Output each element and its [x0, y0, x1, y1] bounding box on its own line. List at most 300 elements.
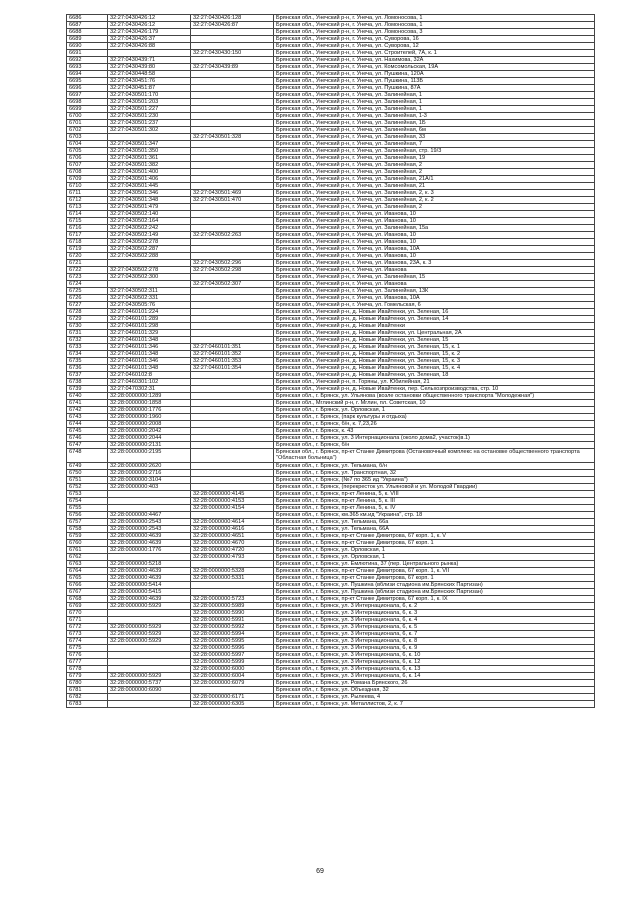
object-number-cell [191, 246, 274, 253]
cadastral-number-cell: 32:28:0000000:4639 [108, 540, 191, 547]
row-number-cell: 6748 [67, 449, 108, 463]
address-cell: Брянская обл., г. Брянск, пр-кт Ленина, 5, к. VIII [274, 491, 595, 498]
row-number-cell: 6773 [67, 631, 108, 638]
object-number-cell [191, 239, 274, 246]
table-row [67, 162, 595, 169]
address-cell: Брянская обл., г. Брянск, ул. Ульянова (возле остановки общественного транспорта "Молодежная") [274, 393, 595, 400]
address-cell: Брянская обл., Унечский р-н, г. Унеча, ул. Залинейная, 2 [274, 204, 595, 211]
table-row [67, 547, 595, 554]
cadastral-number-cell: 32:27:0430451:76 [108, 78, 191, 85]
row-number-cell: 6689 [67, 36, 108, 43]
cadastral-number-cell: 32:28:0000000:1960 [108, 414, 191, 421]
cadastral-number-cell [108, 645, 191, 652]
row-number-cell: 6744 [67, 421, 108, 428]
object-number-cell [191, 470, 274, 477]
address-cell: Брянская обл., Унечский р-н, г. Унеча, ул. Залинейная, 1-3 [274, 113, 595, 120]
cadastral-number-cell [108, 498, 191, 505]
row-number-cell: 6724 [67, 281, 108, 288]
address-cell: Брянская обл., Унечский р-н, д. Новые Ивайтенки, ул. Зеленая, 18 [274, 372, 595, 379]
cadastral-number-cell: 32:27:0430426:12 [108, 22, 191, 29]
cadastral-number-cell [108, 652, 191, 659]
object-number-cell: 32:28:0000000:5995 [191, 638, 274, 645]
object-number-cell: 32:28:0000000:4651 [191, 533, 274, 540]
address-cell: Брянская обл., Унечский р-н, г. Унеча, ул. Иванова, 10 [274, 239, 595, 246]
address-cell: Брянская обл., Унечский р-н, г. Унеча, ул. Залинейная, 1 [274, 106, 595, 113]
object-number-cell [191, 582, 274, 589]
table-row [67, 344, 595, 351]
object-number-cell [191, 561, 274, 568]
address-cell: Брянская обл., Унечский р-н, г. Унеча, ул. Иванова [274, 267, 595, 274]
cadastral-number-cell: 32:27:0430501:361 [108, 155, 191, 162]
cadastral-number-cell [108, 666, 191, 673]
cadastral-number-cell: 32:27:0430501:479 [108, 204, 191, 211]
row-number-cell: 6722 [67, 267, 108, 274]
row-number-cell: 6729 [67, 316, 108, 323]
table-row [67, 435, 595, 442]
object-number-cell [191, 141, 274, 148]
object-number-cell: 32:27:0460101:353 [191, 358, 274, 365]
object-number-cell [191, 442, 274, 449]
address-cell: Брянская обл., Унечский р-н, д. Новые Ивайтенки, ул. Зеленая, 15, к. 4 [274, 365, 595, 372]
table-row [67, 295, 595, 302]
row-number-cell: 6770 [67, 610, 108, 617]
object-number-cell [191, 316, 274, 323]
table-row [67, 491, 595, 498]
object-number-cell [191, 386, 274, 393]
object-number-cell: 32:27:0430501:470 [191, 197, 274, 204]
address-cell: Брянская обл., г. Брянск, ул. Тельмана, 66а [274, 519, 595, 526]
address-cell: Брянская обл., Унечский р-н, г. Унеча, ул. Залинейная, 19 [274, 155, 595, 162]
address-cell: Брянская обл., г. Брянск, пр-кт Станке Димитрова, 67 корп. 1 [274, 540, 595, 547]
object-number-cell [191, 113, 274, 120]
object-number-cell [191, 589, 274, 596]
address-cell: Брянская обл., Унечский р-н, г. Унеча, ул. Залинейная, 2 [274, 162, 595, 169]
table-row [67, 281, 595, 288]
address-cell: Брянская обл., Унечский р-н, г. Унеча, ул. Иванова, 10 [274, 218, 595, 225]
address-cell: Брянская обл., г. Брянск, пр-кт Станке Димитрова, 67 корп. 1, к. IX [274, 596, 595, 603]
row-number-cell: 6762 [67, 554, 108, 561]
row-number-cell: 6707 [67, 162, 108, 169]
row-number-cell: 6717 [67, 232, 108, 239]
address-cell: Брянская обл., Унечский р-н, г. Унеча, ул. Ломоносова, 3 [274, 29, 595, 36]
object-number-cell [191, 687, 274, 694]
cadastral-number-cell: 32:28:0000000:5929 [108, 603, 191, 610]
address-cell: Брянская обл., Унечский р-н, г. Унеча, ул. Залинейная, 1 [274, 99, 595, 106]
cadastral-number-cell: 32:28:0000000:4639 [108, 575, 191, 582]
object-number-cell: 32:28:0000000:5989 [191, 603, 274, 610]
row-number-cell: 6725 [67, 288, 108, 295]
table-row [67, 309, 595, 316]
object-number-cell [191, 148, 274, 155]
table-row [67, 386, 595, 393]
object-number-cell [191, 106, 274, 113]
object-number-cell: 32:28:0000000:5990 [191, 610, 274, 617]
table-row [67, 155, 595, 162]
table-row [67, 36, 595, 43]
object-number-cell: 32:27:0460101:352 [191, 351, 274, 358]
table-row [67, 204, 595, 211]
cadastral-number-cell: 32:28:0000000:4639 [108, 596, 191, 603]
address-cell: Брянская обл., г. Брянск, пр-кт Станке Димитрова, 67 корп. 1, к. V [274, 533, 595, 540]
cadastral-number-cell: 32:28:0000000:5929 [108, 638, 191, 645]
row-number-cell: 6719 [67, 246, 108, 253]
address-cell: Брянская обл., г. Брянск, ул. Тельмана, б/н [274, 463, 595, 470]
cadastral-number-cell: 32:28:0000000:2543 [108, 526, 191, 533]
row-number-cell: 6755 [67, 505, 108, 512]
address-cell: Брянская обл., г. Брянск, (перекресток ул. Ульяновой и ул. Молодой Гвардии) [274, 484, 595, 491]
table-row [67, 120, 595, 127]
table-row [67, 631, 595, 638]
table-row [67, 113, 595, 120]
cadastral-number-cell: 32:27:0460102:8 [108, 372, 191, 379]
cadastral-number-cell: 32:27:0470302:31 [108, 386, 191, 393]
cadastral-number-cell: 32:27:0430502:278 [108, 239, 191, 246]
table-row [67, 582, 595, 589]
table-row [67, 246, 595, 253]
table-row [67, 99, 595, 106]
address-cell: Брянская обл., Унечский р-н, п. Горяны, ул. Юбилейная, 21 [274, 379, 595, 386]
table-row [67, 225, 595, 232]
object-number-cell [191, 36, 274, 43]
row-number-cell: 6741 [67, 400, 108, 407]
object-number-cell [191, 463, 274, 470]
row-number-cell: 6687 [67, 22, 108, 29]
object-number-cell: 32:27:0430502:263 [191, 232, 274, 239]
address-cell: Брянская обл., г. Брянск, ул. 3 Интернационала, 6, к. 13 [274, 666, 595, 673]
cadastral-number-cell: 32:28:0000000:2543 [108, 519, 191, 526]
address-cell: Брянская обл., Унечский р-н, г. Унеча, ул. Залинейная, 21А/1 [274, 176, 595, 183]
table-row [67, 232, 595, 239]
table-row [67, 260, 595, 267]
row-number-cell: 6739 [67, 386, 108, 393]
table-row [67, 617, 595, 624]
cadastral-number-cell: 32:28:0000000:2195 [108, 449, 191, 463]
object-number-cell: 32:28:0000000:5328 [191, 568, 274, 575]
table-row [67, 533, 595, 540]
cadastral-number-cell: 32:27:0460101:346 [108, 344, 191, 351]
address-cell: Брянская обл., Унечский р-н, г. Унеча, ул. Иванова, 10 [274, 253, 595, 260]
object-number-cell: 32:27:0430502:298 [191, 267, 274, 274]
row-number-cell: 6727 [67, 302, 108, 309]
table-row [67, 372, 595, 379]
table-row [67, 519, 595, 526]
cadastral-number-cell: 32:27:0430439:80 [108, 64, 191, 71]
table-row [67, 365, 595, 372]
object-number-cell [191, 302, 274, 309]
row-number-cell: 6765 [67, 575, 108, 582]
object-number-cell [191, 400, 274, 407]
object-number-cell: 32:28:0000000:5997 [191, 652, 274, 659]
address-cell: Брянская обл., г. Брянск, ул. 3 Интернационала, 6, к. 7 [274, 631, 595, 638]
cadastral-number-cell: 32:27:0430501:445 [108, 183, 191, 190]
table-row [67, 106, 595, 113]
cadastral-number-cell: 32:27:0430502:164 [108, 218, 191, 225]
row-number-cell: 6728 [67, 309, 108, 316]
address-cell: Брянская обл., Унечский р-н, г. Унеча, ул. Залинейная, 6м [274, 127, 595, 134]
table-row [67, 302, 595, 309]
cadastral-number-cell: 32:27:0430502:311 [108, 288, 191, 295]
row-number-cell: 6745 [67, 428, 108, 435]
object-number-cell [191, 211, 274, 218]
object-number-cell [191, 484, 274, 491]
row-number-cell: 6736 [67, 365, 108, 372]
object-number-cell [191, 372, 274, 379]
row-number-cell: 6700 [67, 113, 108, 120]
address-cell: Брянская обл., г. Брянск, ул. 3 Интернационала, 6, к. 9 [274, 645, 595, 652]
row-number-cell: 6688 [67, 29, 108, 36]
table-row [67, 561, 595, 568]
row-number-cell: 6754 [67, 498, 108, 505]
row-number-cell: 6705 [67, 148, 108, 155]
cadastral-number-cell: 32:28:0000000:5929 [108, 673, 191, 680]
object-number-cell: 32:28:0000000:4670 [191, 540, 274, 547]
cadastral-number-cell [108, 134, 191, 141]
address-cell: Брянская обл., г. Брянск, пр-кт Ленина, 5, к. III [274, 498, 595, 505]
object-number-cell [191, 99, 274, 106]
table-row [67, 652, 595, 659]
row-number-cell: 6730 [67, 323, 108, 330]
cadastral-number-cell: 32:27:0430502:331 [108, 295, 191, 302]
address-cell: Брянская обл., Унечский р-н, г. Унеча, ул. Пушкина, 113Б [274, 78, 595, 85]
object-number-cell [191, 120, 274, 127]
cadastral-number-cell [108, 554, 191, 561]
cadastral-number-cell: 32:27:0430502:278 [108, 267, 191, 274]
address-cell: Брянская обл., Унечский р-н, г. Унеча, ул. Иванова, 10А [274, 246, 595, 253]
table-row [67, 71, 595, 78]
cadastral-number-cell: 32:28:0000000:2620 [108, 463, 191, 470]
row-number-cell: 6697 [67, 92, 108, 99]
table-row [67, 512, 595, 519]
table-row [67, 190, 595, 197]
object-number-cell: 32:28:0000000:4145 [191, 491, 274, 498]
object-number-cell [191, 449, 274, 463]
object-number-cell: 32:27:0460101:354 [191, 365, 274, 372]
row-number-cell: 6750 [67, 470, 108, 477]
object-number-cell: 32:28:0000000:6171 [191, 694, 274, 701]
table-row [67, 85, 595, 92]
object-number-cell: 32:27:0430502:296 [191, 260, 274, 267]
cadastral-number-cell: 32:27:0430426:37 [108, 36, 191, 43]
table-row [67, 505, 595, 512]
table-row [67, 169, 595, 176]
row-number-cell: 6695 [67, 78, 108, 85]
table-row [67, 29, 595, 36]
table-row [67, 568, 595, 575]
row-number-cell: 6732 [67, 337, 108, 344]
address-cell: Брянская обл., Унечский р-н, д. Новые Ивайтенки, ул. Центральная, 2А [274, 330, 595, 337]
address-cell: Брянская обл., Унечский р-н, д. Новые Ивайтенки, ул. Зеленая, 16 [274, 309, 595, 316]
object-number-cell: 32:28:0000000:6000 [191, 666, 274, 673]
object-number-cell [191, 379, 274, 386]
address-cell: Брянская обл., Унечский р-н, д. Новые Ивайтенки, ул. Зеленая, 15, к. 3 [274, 358, 595, 365]
object-number-cell [191, 414, 274, 421]
cadastral-number-cell: 32:27:0430451:87 [108, 85, 191, 92]
address-cell: Брянская обл., Унечский р-н, г. Унеча, ул. Иванова, 10 [274, 211, 595, 218]
object-number-cell [191, 176, 274, 183]
address-cell: Брянская обл., г. Брянск, ул. 3 Интернационала, 6, к. 2 [274, 603, 595, 610]
row-number-cell: 6709 [67, 176, 108, 183]
table-row [67, 337, 595, 344]
cadastral-number-cell: 32:27:0430501:237 [108, 120, 191, 127]
row-number-cell: 6742 [67, 407, 108, 414]
row-number-cell: 6752 [67, 484, 108, 491]
address-cell: Брянская обл., Унечский р-н, г. Унеча, ул. Залинейная, 15 [274, 274, 595, 281]
cadastral-number-cell: 32:27:0430439:71 [108, 57, 191, 64]
object-number-cell [191, 309, 274, 316]
table-row [67, 470, 595, 477]
cadastral-number-cell [108, 491, 191, 498]
object-number-cell: 32:28:0000000:5999 [191, 659, 274, 666]
object-number-cell [191, 57, 274, 64]
row-number-cell: 6692 [67, 57, 108, 64]
cadastral-number-cell: 32:27:0460101:224 [108, 309, 191, 316]
object-number-cell [191, 78, 274, 85]
address-cell: Брянская обл., Унечский р-н, г. Унеча, ул. Иванова, 23А, к. 3 [274, 260, 595, 267]
address-cell: Брянская обл., г. Брянск, ул. 3 Интернационала (около дома2, участок)в.1) [274, 435, 595, 442]
page-number: 69 [316, 868, 324, 875]
table-row [67, 64, 595, 71]
object-number-cell: 32:28:0000000:4153 [191, 498, 274, 505]
address-cell: Брянская обл., г. Брянск, пр-кт Ленина, 5, к. IV [274, 505, 595, 512]
table-row [67, 197, 595, 204]
table-row [67, 463, 595, 470]
cadastral-number-cell: 32:28:0000000:2008 [108, 421, 191, 428]
table-row [67, 288, 595, 295]
address-cell: Брянская обл., г. Брянск, ул. 3 Интернационала, 6, к. 12 [274, 659, 595, 666]
cadastral-number-cell: 32:27:0430502:287 [108, 246, 191, 253]
row-number-cell: 6768 [67, 596, 108, 603]
address-cell: Брянская обл., Унечский р-н, д. Новые Ивайтенки, ул. Зеленая, 14 [274, 316, 595, 323]
address-cell: Брянская обл., г. Брянск, ул. Пушкина (вблизи стадиона им.Брянских Партизан) [274, 582, 595, 589]
cadastral-number-cell: 32:28:0000000:2044 [108, 435, 191, 442]
address-cell: Брянская обл., г. Брянск, ул. Романа Брянского, 26 [274, 680, 595, 687]
table-row [67, 554, 595, 561]
object-number-cell: 32:27:0430502:307 [191, 281, 274, 288]
address-cell: Брянская обл., г. Брянск, пр-кт Станке Димитрова, 67 корп. 1, к. VII [274, 568, 595, 575]
object-number-cell: 32:28:0000000:5991 [191, 617, 274, 624]
cadastral-number-cell: 32:28:0000000:6090 [108, 687, 191, 694]
object-number-cell [191, 183, 274, 190]
table-row [67, 596, 595, 603]
table-row [67, 673, 595, 680]
address-cell: Брянская обл., Унечский р-н, г. Унеча, ул. Иванова, 10 [274, 232, 595, 239]
cadastral-number-cell: 32:27:0430501:170 [108, 92, 191, 99]
object-number-cell [191, 512, 274, 519]
cadastral-number-cell: 32:27:0460101:348 [108, 365, 191, 372]
row-number-cell: 6775 [67, 645, 108, 652]
address-cell: Брянская обл., г. Брянск, б/н [274, 442, 595, 449]
row-number-cell: 6777 [67, 659, 108, 666]
row-number-cell: 6735 [67, 358, 108, 365]
object-number-cell [191, 393, 274, 400]
row-number-cell: 6716 [67, 225, 108, 232]
cadastral-number-cell: 32:27:0460101:298 [108, 323, 191, 330]
table-row [67, 645, 595, 652]
table-row [67, 127, 595, 134]
address-cell: Брянская обл., Унечский р-н, г. Унеча, ул. Иванова, 10А [274, 295, 595, 302]
cadastral-number-cell: 32:27:0430501:348 [108, 197, 191, 204]
row-number-cell: 6723 [67, 274, 108, 281]
object-number-cell: 32:27:0430501:469 [191, 190, 274, 197]
object-number-cell [191, 253, 274, 260]
object-number-cell [191, 274, 274, 281]
cadastral-number-cell [108, 694, 191, 701]
table-row [67, 267, 595, 274]
address-cell: Брянская обл., Унечский р-н, г. Унеча, ул. Залинейная, 15а [274, 225, 595, 232]
object-number-cell: 32:27:0430439:89 [191, 64, 274, 71]
row-number-cell: 6713 [67, 204, 108, 211]
object-number-cell [191, 295, 274, 302]
cadastral-number-cell: 32:27:0430501:406 [108, 176, 191, 183]
table-row [67, 43, 595, 50]
address-cell: Брянская обл., г. Брянск, (№7 по 365 ид "Украина") [274, 477, 595, 484]
object-number-cell: 32:28:0000000:6305 [191, 701, 274, 708]
object-number-cell: 32:28:0000000:4154 [191, 505, 274, 512]
object-number-cell: 32:27:0430501:328 [191, 134, 274, 141]
table-row [67, 666, 595, 673]
table-row [67, 22, 595, 29]
object-number-cell: 32:27:0430426:128 [191, 15, 274, 22]
address-cell: Брянская обл., г. Брянск, ул. Транспортная, 32 [274, 470, 595, 477]
object-number-cell [191, 43, 274, 50]
row-number-cell: 6772 [67, 624, 108, 631]
object-number-cell [191, 169, 274, 176]
row-number-cell: 6721 [67, 260, 108, 267]
object-number-cell [191, 428, 274, 435]
object-number-cell [191, 92, 274, 99]
object-number-cell: 32:28:0000000:4720 [191, 547, 274, 554]
row-number-cell: 6694 [67, 71, 108, 78]
address-cell: Брянская обл., г. Брянск, б/н, к. 7,23,26 [274, 421, 595, 428]
cadastral-number-cell [108, 659, 191, 666]
table-row [67, 421, 595, 428]
address-cell: Брянская обл., Унечский р-н, г. Унеча, ул. Суворова, 12 [274, 43, 595, 50]
cadastral-number-cell: 32:28:0000000:5218 [108, 561, 191, 568]
cadastral-number-cell [108, 50, 191, 57]
object-number-cell: 32:28:0000000:5994 [191, 631, 274, 638]
row-number-cell: 6757 [67, 519, 108, 526]
cadastral-number-cell [108, 610, 191, 617]
address-cell: Брянская обл., г. Брянск, ул. 3 Интернационала, 6, к. 8 [274, 638, 595, 645]
table-row [67, 316, 595, 323]
table-row [67, 428, 595, 435]
table-row [67, 687, 595, 694]
address-cell: Брянская обл., г. Брянск, ул. Металлистов, 2, к. 7 [274, 701, 595, 708]
address-cell: Брянская обл., г. Брянск, ул. Рылеева, 4 [274, 694, 595, 701]
row-number-cell: 6708 [67, 169, 108, 176]
cadastral-number-cell: 32:27:0430502:288 [108, 253, 191, 260]
cadastral-number-cell [108, 505, 191, 512]
table-row [67, 680, 595, 687]
cadastral-number-cell: 32:27:0430501:382 [108, 162, 191, 169]
row-number-cell: 6779 [67, 673, 108, 680]
row-number-cell: 6749 [67, 463, 108, 470]
address-cell: Брянская обл., г. Брянск, ул. 3 Интернационала, 6, к. 5 [274, 624, 595, 631]
cadastral-number-cell: 32:27:0430448:58 [108, 71, 191, 78]
cadastral-number-cell: 32:27:0430501:400 [108, 169, 191, 176]
table-row [67, 393, 595, 400]
table-row [67, 498, 595, 505]
row-number-cell: 6760 [67, 540, 108, 547]
object-number-cell [191, 323, 274, 330]
address-cell: Брянская обл., Унечский р-н, г. Унеча, ул. Залинейная, 2, к. 2 [274, 197, 595, 204]
row-number-cell: 6766 [67, 582, 108, 589]
table-row [67, 407, 595, 414]
row-number-cell: 6763 [67, 561, 108, 568]
table-row [67, 211, 595, 218]
row-number-cell: 6743 [67, 414, 108, 421]
row-number-cell: 6734 [67, 351, 108, 358]
